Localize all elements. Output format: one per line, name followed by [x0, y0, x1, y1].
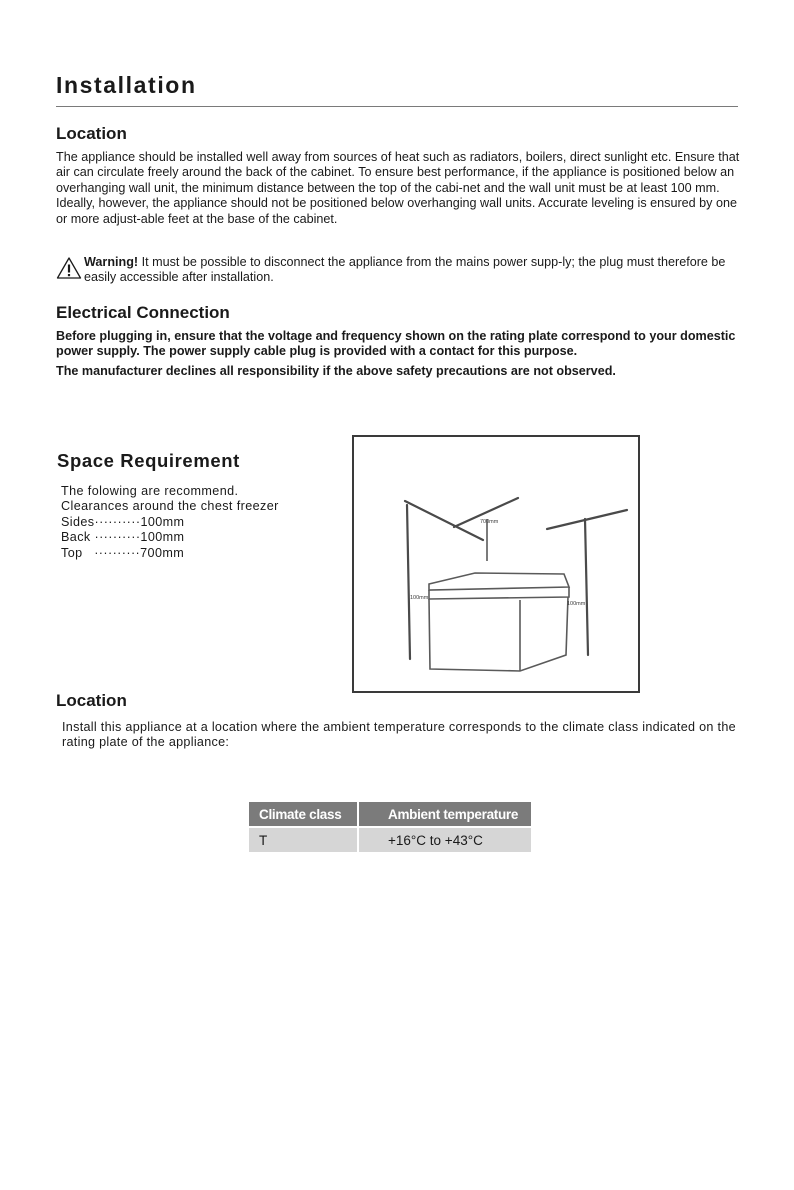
- location-paragraph: The appliance should be installed well away from sources of heat such as radiators, boilers, direct sunlight etc. Ensure that air can circulate freely around the back of the cabinet. To ensure best performance, if the appliance is positioned below an overhanging wall unit, the minimum distance between the top of the cabi-net and the wall unit must be at least 100 mm. Ideally, however, the appliance should not be positioned below overhanging wall units. Accurate leveling is ensured by one or more adjust-able feet at the base of the cabinet.: [56, 150, 740, 226]
- space-sides-line: Sides··········100mm: [61, 514, 185, 529]
- space-back-line: Back ··········100mm: [61, 530, 185, 545]
- left-clearance-label: 100mm: [410, 595, 429, 601]
- electrical-paragraph-1: Before plugging in, ensure that the voltage and frequency shown on the rating plate correspond to your domestic power supply. The power supply cable plug is provided with a contact for this purpose.: [56, 329, 736, 359]
- space-requirement-list: [61, 484, 279, 561]
- table-header-row: [249, 802, 531, 827]
- location-heading: Location: [56, 124, 127, 143]
- top-clearance-label: 700mm: [480, 519, 499, 525]
- space-clearances-line: Clearances around the chest freezer: [61, 499, 279, 514]
- warning-note: [84, 255, 744, 286]
- electrical-heading: Electrical Connection: [56, 303, 230, 322]
- right-clearance-label: 100mm: [567, 601, 586, 607]
- freezer-body: [429, 597, 568, 671]
- freezer-lid-top: [429, 573, 569, 590]
- wall-unit-left: [405, 501, 483, 540]
- clearance-diagram-drawing: [354, 437, 638, 691]
- climate-class-table: [249, 802, 531, 852]
- electrical-paragraph-2: The manufacturer declines all responsibility if the above safety precautions are not observed.: [56, 364, 616, 378]
- space-requirement-heading: Space Requirement: [57, 450, 240, 471]
- cell-climate-class: T: [249, 827, 358, 852]
- page-title: Installation: [56, 72, 197, 98]
- left-wall: [407, 505, 410, 659]
- title-divider: [56, 106, 738, 107]
- location-climate-paragraph: Install this appliance at a location where the ambient temperature corresponds to the climate class indicated on the rating plate of the appliance:: [62, 720, 736, 750]
- warning-label: Warning!: [84, 255, 139, 269]
- table-row: [249, 827, 531, 852]
- clearance-diagram: [352, 435, 640, 693]
- right-wall: [585, 519, 588, 655]
- space-intro-line: The folowing are recommend.: [61, 484, 239, 498]
- cell-ambient-temperature: +16°C to +43°C: [358, 827, 531, 852]
- space-top-line: Top ··········700mm: [61, 545, 185, 560]
- warning-icon: [56, 256, 82, 280]
- location-climate-heading: Location: [56, 691, 127, 710]
- header-climate-class: Climate class: [249, 802, 358, 827]
- header-ambient-temperature: Ambient temperature: [358, 802, 531, 827]
- wall-unit-right: [547, 510, 627, 529]
- warning-text: It must be possible to disconnect the appliance from the mains power supp-ly; the plug must therefore be easily accessible after installation.: [84, 255, 726, 285]
